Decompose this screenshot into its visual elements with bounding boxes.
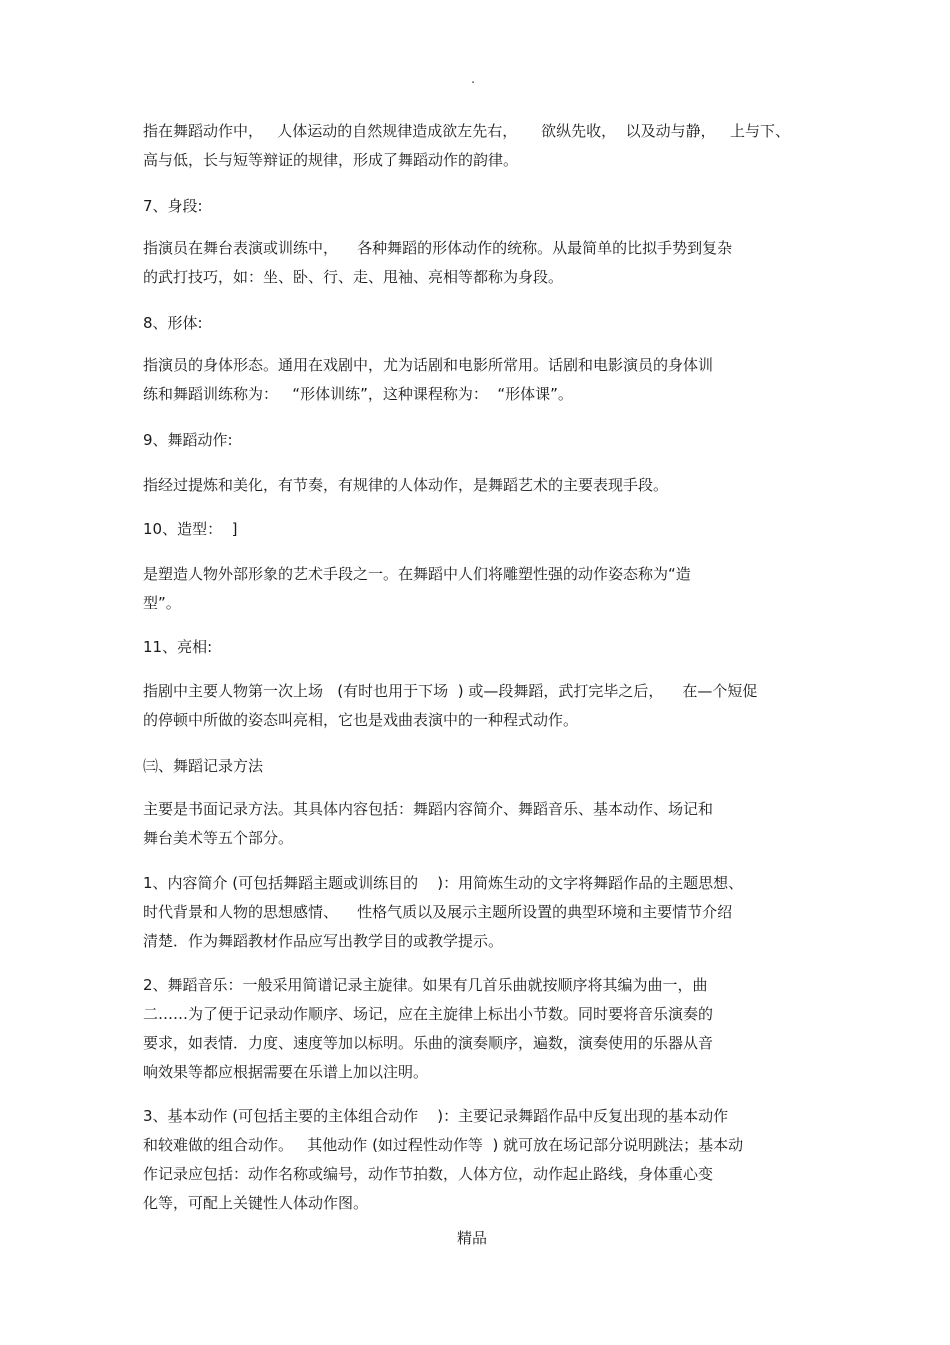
- body-text-line: 1、内容简介 (可包括舞蹈主题或训练目的 )：用简炼生动的文字将舞蹈作品的主题思想、: [143, 874, 744, 892]
- body-text-line: 指演员在舞台表演或训练中， 各种舞蹈的形体动作的统称。从最简单的比拟手势到复杂: [143, 239, 733, 257]
- body-text-line: 指演员的身体形态。通用在戏剧中，尤为话剧和电影所常用。话剧和电影演员的身体训: [143, 356, 714, 374]
- body-text-line: 高与低，长与短等辩证的规律，形成了舞蹈动作的韵律。: [143, 151, 519, 169]
- body-text-line: 指剧中主要人物第一次上场 (有时也用于下场 ) 或—段舞蹈，武打完毕之后， 在—个短促: [143, 682, 758, 700]
- body-text-line: 舞台美术等五个部分。: [143, 829, 294, 847]
- section-heading: 8、形体:: [143, 314, 203, 332]
- body-text-line: 指经过提炼和美化，有节奏，有规律的人体动作，是舞蹈艺术的主要表现手段。: [143, 476, 669, 494]
- body-text-line: 二……为了便于记录动作顺序、场记，应在主旋律上标出小节数。同时要将音乐演奏的: [143, 1005, 714, 1023]
- section-heading: 7、身段:: [143, 197, 203, 215]
- header-mark: .: [471, 72, 476, 87]
- body-text-line: 作记录应包括：动作名称或编号，动作节拍数，人体方位，动作起止路线，身体重心变: [143, 1165, 714, 1183]
- body-text-line: 主要是书面记录方法。其具体内容包括：舞蹈内容简介、舞蹈音乐、基本动作、场记和: [143, 800, 714, 818]
- section-heading: 9、舞蹈动作:: [143, 431, 233, 449]
- body-text-line: 指在舞蹈动作中， 人体运动的自然规律造成欲左先右， 欲纵先收， 以及动与静， 上与下、: [143, 122, 790, 140]
- body-text-line: 响效果等都应根据需要在乐谱上加以注明。: [143, 1063, 429, 1081]
- body-text-line: 的停顿中所做的姿态叫亮相，它也是戏曲表演中的一种程式动作。: [143, 711, 579, 729]
- body-text-line: 2、舞蹈音乐：一般采用简谱记录主旋律。如果有几首乐曲就按顺序将其编为曲一，曲: [143, 976, 708, 994]
- body-text-line: 练和舞蹈训练称为： “形体训练”，这种课程称为： “形体课”。: [143, 385, 573, 403]
- body-text-line: 时代背景和人物的思想感情、 性格气质以及展示主题所设置的典型环境和主要情节介绍: [143, 903, 733, 921]
- section-heading: 11、亮相:: [143, 638, 213, 656]
- body-text-line: 要求，如表情．力度、速度等加以标明。乐曲的演奏顺序，遍数，演奏使用的乐器从音: [143, 1034, 714, 1052]
- body-text-line: 和较难做的组合动作。 其他动作 (如过程性动作等 ) 就可放在场记部分说明跳法；基本动: [143, 1136, 744, 1154]
- body-text-line: 是塑造人物外部形象的艺术手段之一。在舞蹈中人们将雕塑性强的动作姿态称为“造: [143, 565, 691, 583]
- body-text-line: 化等，可配上关键性人体动作图。: [143, 1194, 369, 1212]
- page-footer: 精品: [457, 1229, 488, 1247]
- body-text-line: 型”。: [143, 594, 181, 612]
- section-heading: 10、造型： ]: [143, 520, 238, 538]
- body-text-line: 3、基本动作 (可包括主要的主体组合动作 )：主要记录舞蹈作品中反复出现的基本动作: [143, 1107, 729, 1125]
- body-text-line: 清楚．作为舞蹈教材作品应写出教学目的或教学提示。: [143, 932, 504, 950]
- body-text-line: 的武打技巧，如：坐、卧、行、走、甩袖、亮相等都称为身段。: [143, 268, 564, 286]
- section-heading: ㈢、舞蹈记录方法: [143, 757, 264, 775]
